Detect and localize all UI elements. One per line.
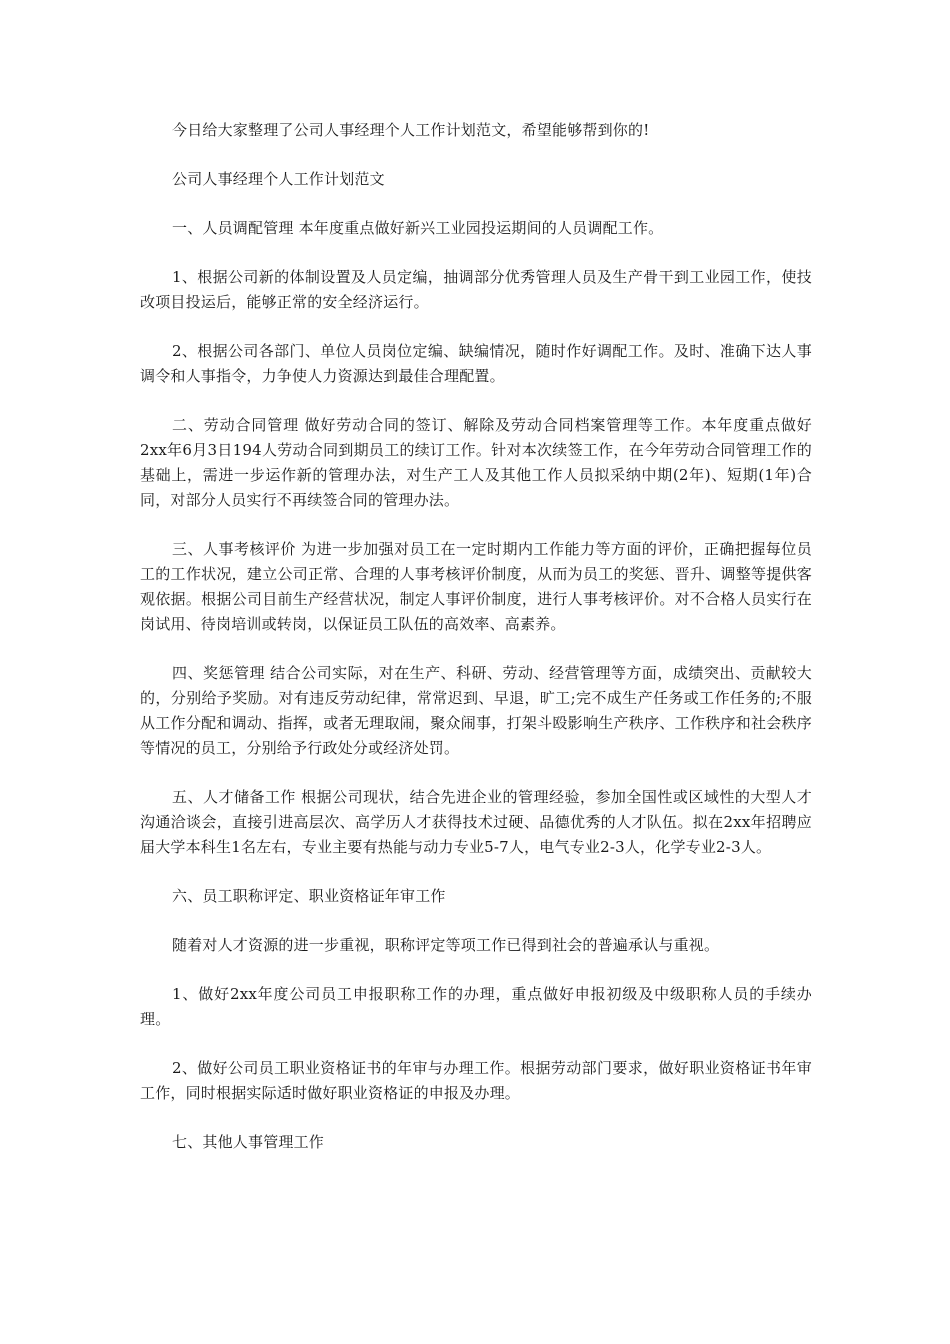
document-body — [140, 118, 812, 1179]
section-6-intro: 随着对人才资源的进一步重视，职称评定等项工作已得到社会的普遍承认与重视。 — [172, 936, 720, 954]
document-title: 公司人事经理个人工作计划范文 — [172, 170, 385, 188]
section-6-item-2: 2、做好公司员工职业资格证书的年审与办理工作。根据劳动部门要求，做好职业资格证书年审工作，同时根据实际适时做好职业资格证的申报及办理。 — [140, 1059, 812, 1102]
section-7-heading: 七、其他人事管理工作 — [172, 1133, 325, 1151]
section-1-item-2: 2、根据公司各部门、单位人员岗位定编、缺编情况，随时作好调配工作。及时、准确下达人事调令和人事指令，力争使人力资源达到最佳合理配置。 — [140, 342, 812, 385]
section-6-item-1: 1、做好2xx年度公司员工申报职称工作的办理，重点做好申报初级及中级职称人员的手续办理。 — [140, 985, 812, 1028]
section-1-heading: 一、人员调配管理 本年度重点做好新兴工业园投运期间的人员调配工作。 — [172, 219, 664, 237]
section-4-paragraph: 四、奖惩管理 结合公司实际，对在生产、科研、劳动、经营管理等方面，成绩突出、贡献较大的，分别给予奖励。对有违反劳动纪律，常常迟到、早退，旷工;完不成生产任务或工作任务的;不服从工作分配和调动、指挥，或者无理取闹，聚众闹事，打架斗殴影响生产秩序、工作秩序和社会秩序等情况的员工，分别给予行政处分或经济处罚。 — [140, 664, 812, 757]
section-3-paragraph: 三、人事考核评价 为进一步加强对员工在一定时期内工作能力等方面的评价，正确把握每位员工的工作状况，建立公司正常、合理的人事考核评价制度，从而为员工的奖惩、晋升、调整等提供客观依据。根据公司目前生产经营状况，制定人事评价制度，进行人事考核评价。对不合格人员实行在岗试用、待岗培训或转岗，以保证员工队伍的高效率、高素养。 — [140, 540, 812, 633]
intro-paragraph: 今日给大家整理了公司人事经理个人工作计划范文，希望能够帮到你的! — [172, 121, 650, 139]
section-1-item-1: 1、根据公司新的体制设置及人员定编，抽调部分优秀管理人员及生产骨干到工业园工作，使技改项目投运后，能够正常的安全经济运行。 — [140, 268, 812, 311]
section-2-paragraph: 二、劳动合同管理 做好劳动合同的签订、解除及劳动合同档案管理等工作。本年度重点做好2xx年6月3日194人劳动合同到期员工的续订工作。针对本次续签工作，在今年劳动合同管理工作的基础上，需进一步运作新的管理办法，对生产工人及其他工作人员拟采纳中期(2年)、短期(1年)合同，对部分人员实行不再续签合同的管理办法。 — [140, 416, 812, 509]
section-6-heading: 六、员工职称评定、职业资格证年审工作 — [172, 887, 446, 905]
section-5-paragraph: 五、人才储备工作 根据公司现状，结合先进企业的管理经验，参加全国性或区域性的大型人才沟通洽谈会，直接引进高层次、高学历人才获得技术过硬、品德优秀的人才队伍。拟在2xx年招聘应届大学本科生1名左右，专业主要有热能与动力专业5-7人，电气专业2-3人，化学专业2-3人。 — [140, 788, 812, 856]
